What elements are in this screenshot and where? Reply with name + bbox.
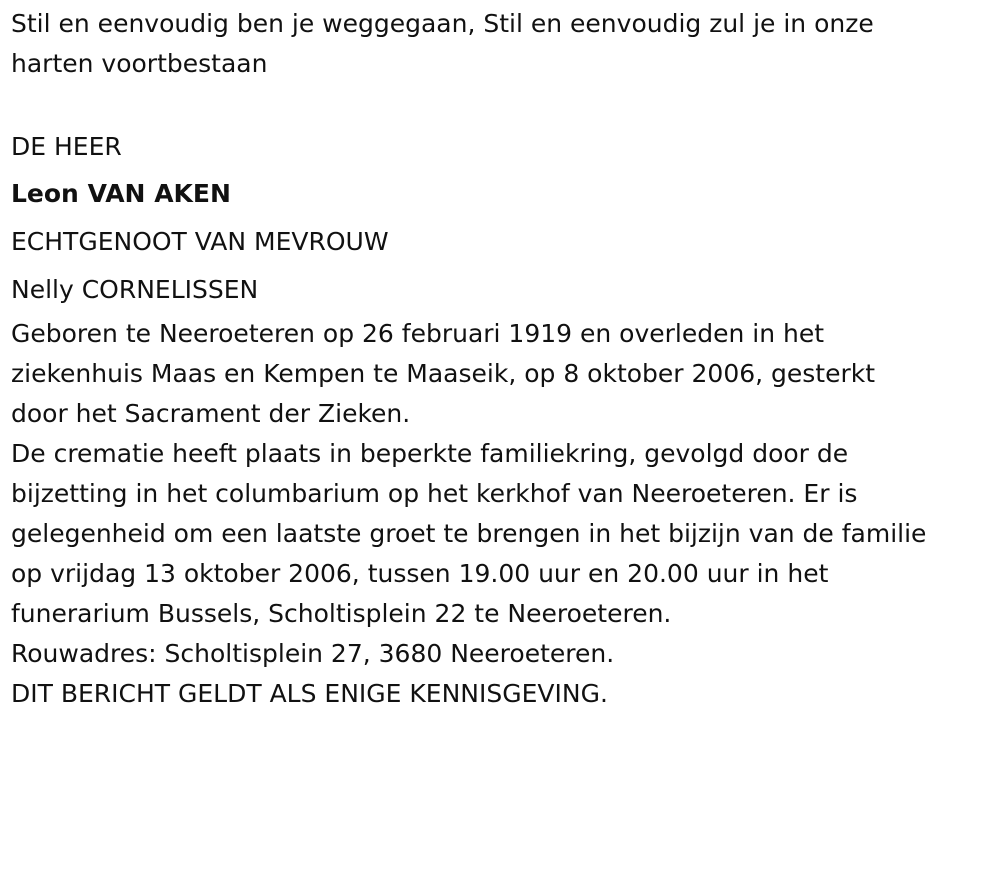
obituary-document	[11, 4, 996, 714]
relation-line: ECHTGENOOT VAN MEVROUW	[11, 227, 389, 256]
spouse-name: Nelly CORNELISSEN	[11, 275, 259, 304]
mourning-address: Rouwadres: Scholtisplein 27, 3680 Neeroeteren.	[11, 639, 615, 668]
intro-verse: Stil en eenvoudig ben je weggegaan, Stil en eenvoudig zul je in onze harten voortbestaan	[11, 9, 874, 78]
deceased-name: Leon VAN AKEN	[11, 179, 231, 208]
notice-line: DIT BERICHT GELDT ALS ENIGE KENNISGEVING.	[11, 679, 608, 708]
cremation-paragraph: De crematie heeft plaats in beperkte familiekring, gevolgd door de bijzetting in het columbarium op het kerkhof van Neeroeteren. Er is gelegenheid om een laatste groet te brengen in het bijzijn van de familie op vrijdag 13 oktober 2006, tussen 19.00 uur en 20.00 uur in het funerarium Bussels, Scholtisplein 22 te Neeroeteren.	[11, 439, 927, 628]
birth-death-paragraph: Geboren te Neeroeteren op 26 februari 1919 en overleden in het ziekenhuis Maas en Kempen te Maaseik, op 8 oktober 2006, gesterkt door het Sacrament der Zieken.	[11, 319, 876, 428]
honorific-title: DE HEER	[11, 132, 122, 161]
